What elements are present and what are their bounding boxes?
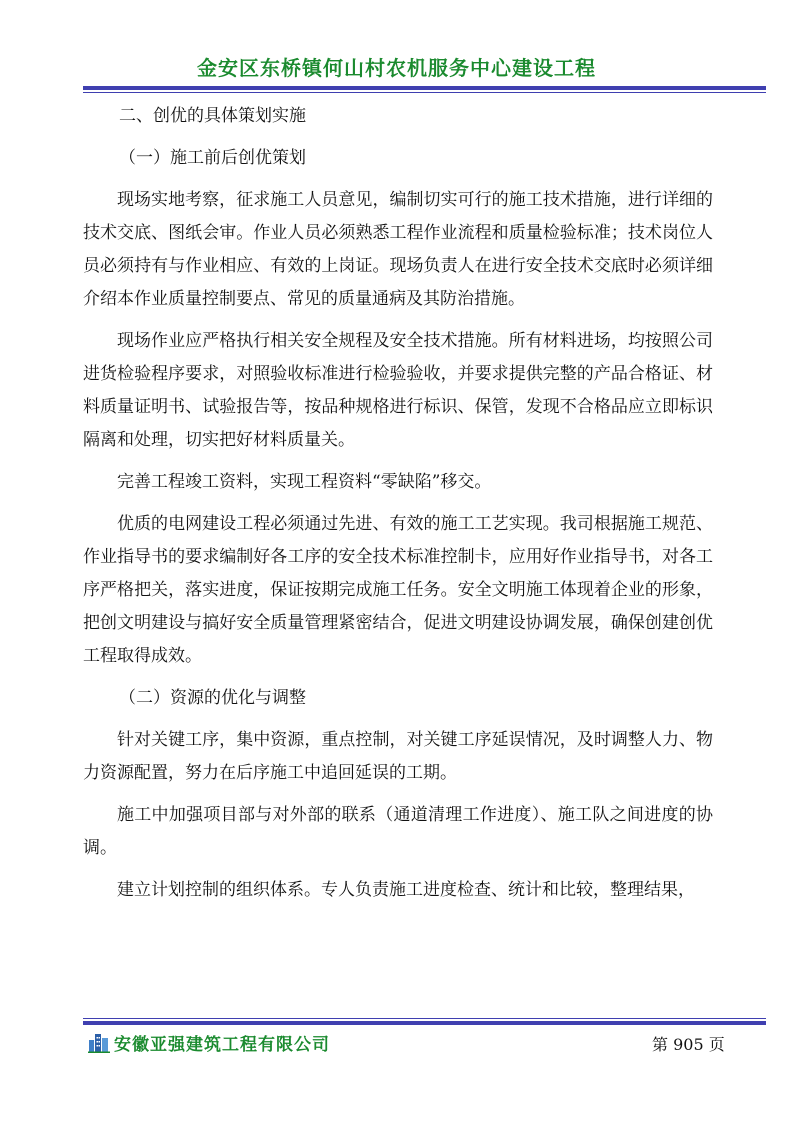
subsection-heading-1: （一）施工前后创优策划 [119,148,306,168]
document-header-title: 金安区东桥镇何山村农机服务中心建设工程 [197,56,596,80]
footer-company [88,1030,330,1054]
company-name: 安徽亚强建筑工程有限公司 [114,1034,330,1055]
paragraph-5: 针对关键工序，集中资源，重点控制，对关键工序延误情况，及时调整人力、物力资源配置，努力在后序施工中追回延误的工期。 [83,730,713,783]
document-body [83,100,713,907]
header-divider-thin [83,92,766,93]
building-logo-icon [88,1031,110,1053]
footer-divider-thin [83,1018,766,1019]
paragraph-4: 优质的电网建设工程必须通过先进、有效的施工工艺实现。我司根据施工规范、作业指导书的要求编制好各工序的安全技术标准控制卡，应用好作业指导书，对各工序严格把关，落实进度，保证按期完成施工任务。安全文明施工体现着企业的形象，把创文明建设与搞好安全质量管理紧密结合，促进文明建设协调发展，确保创建创优工程取得成效。 [83,514,713,666]
paragraph-1: 现场实地考察，征求施工人员意见，编制切实可行的施工技术措施，进行详细的技术交底、图纸会审。作业人员必须熟悉工程作业流程和质量检验标准；技术岗位人员必须持有与作业相应、有效的上岗证。现场负责人在进行安全技术交底时必须详细介绍本作业质量控制要点、常见的质量通病及其防治措施。 [83,190,713,309]
header-divider-thick [83,86,766,90]
paragraph-7: 建立计划控制的组织体系。专人负责施工进度检查、统计和比较，整理结果， [117,880,695,900]
page-number: 第 905 页 [652,1035,725,1054]
paragraph-2: 现场作业应严格执行相关安全规程及安全技术措施。所有材料进场，均按照公司进货检验程序要求，对照验收标准进行检验验收，并要求提供完整的产品合格证、材料质量证明书、试验报告等，按品种规格进行标识、保管，发现不合格品应立即标识隔离和处理，切实把好材料质量关。 [83,331,713,450]
paragraph-3: 完善工程竣工资料，实现工程资料“零缺陷”移交。 [117,472,492,492]
footer-divider-thick [83,1021,766,1025]
paragraph-6: 施工中加强项目部与对外部的联系（通道清理工作进度）、施工队之间进度的协调。 [83,805,713,858]
section-heading: 二、创优的具体策划实施 [119,106,306,126]
subsection-heading-2: （二）资源的优化与调整 [119,688,306,708]
